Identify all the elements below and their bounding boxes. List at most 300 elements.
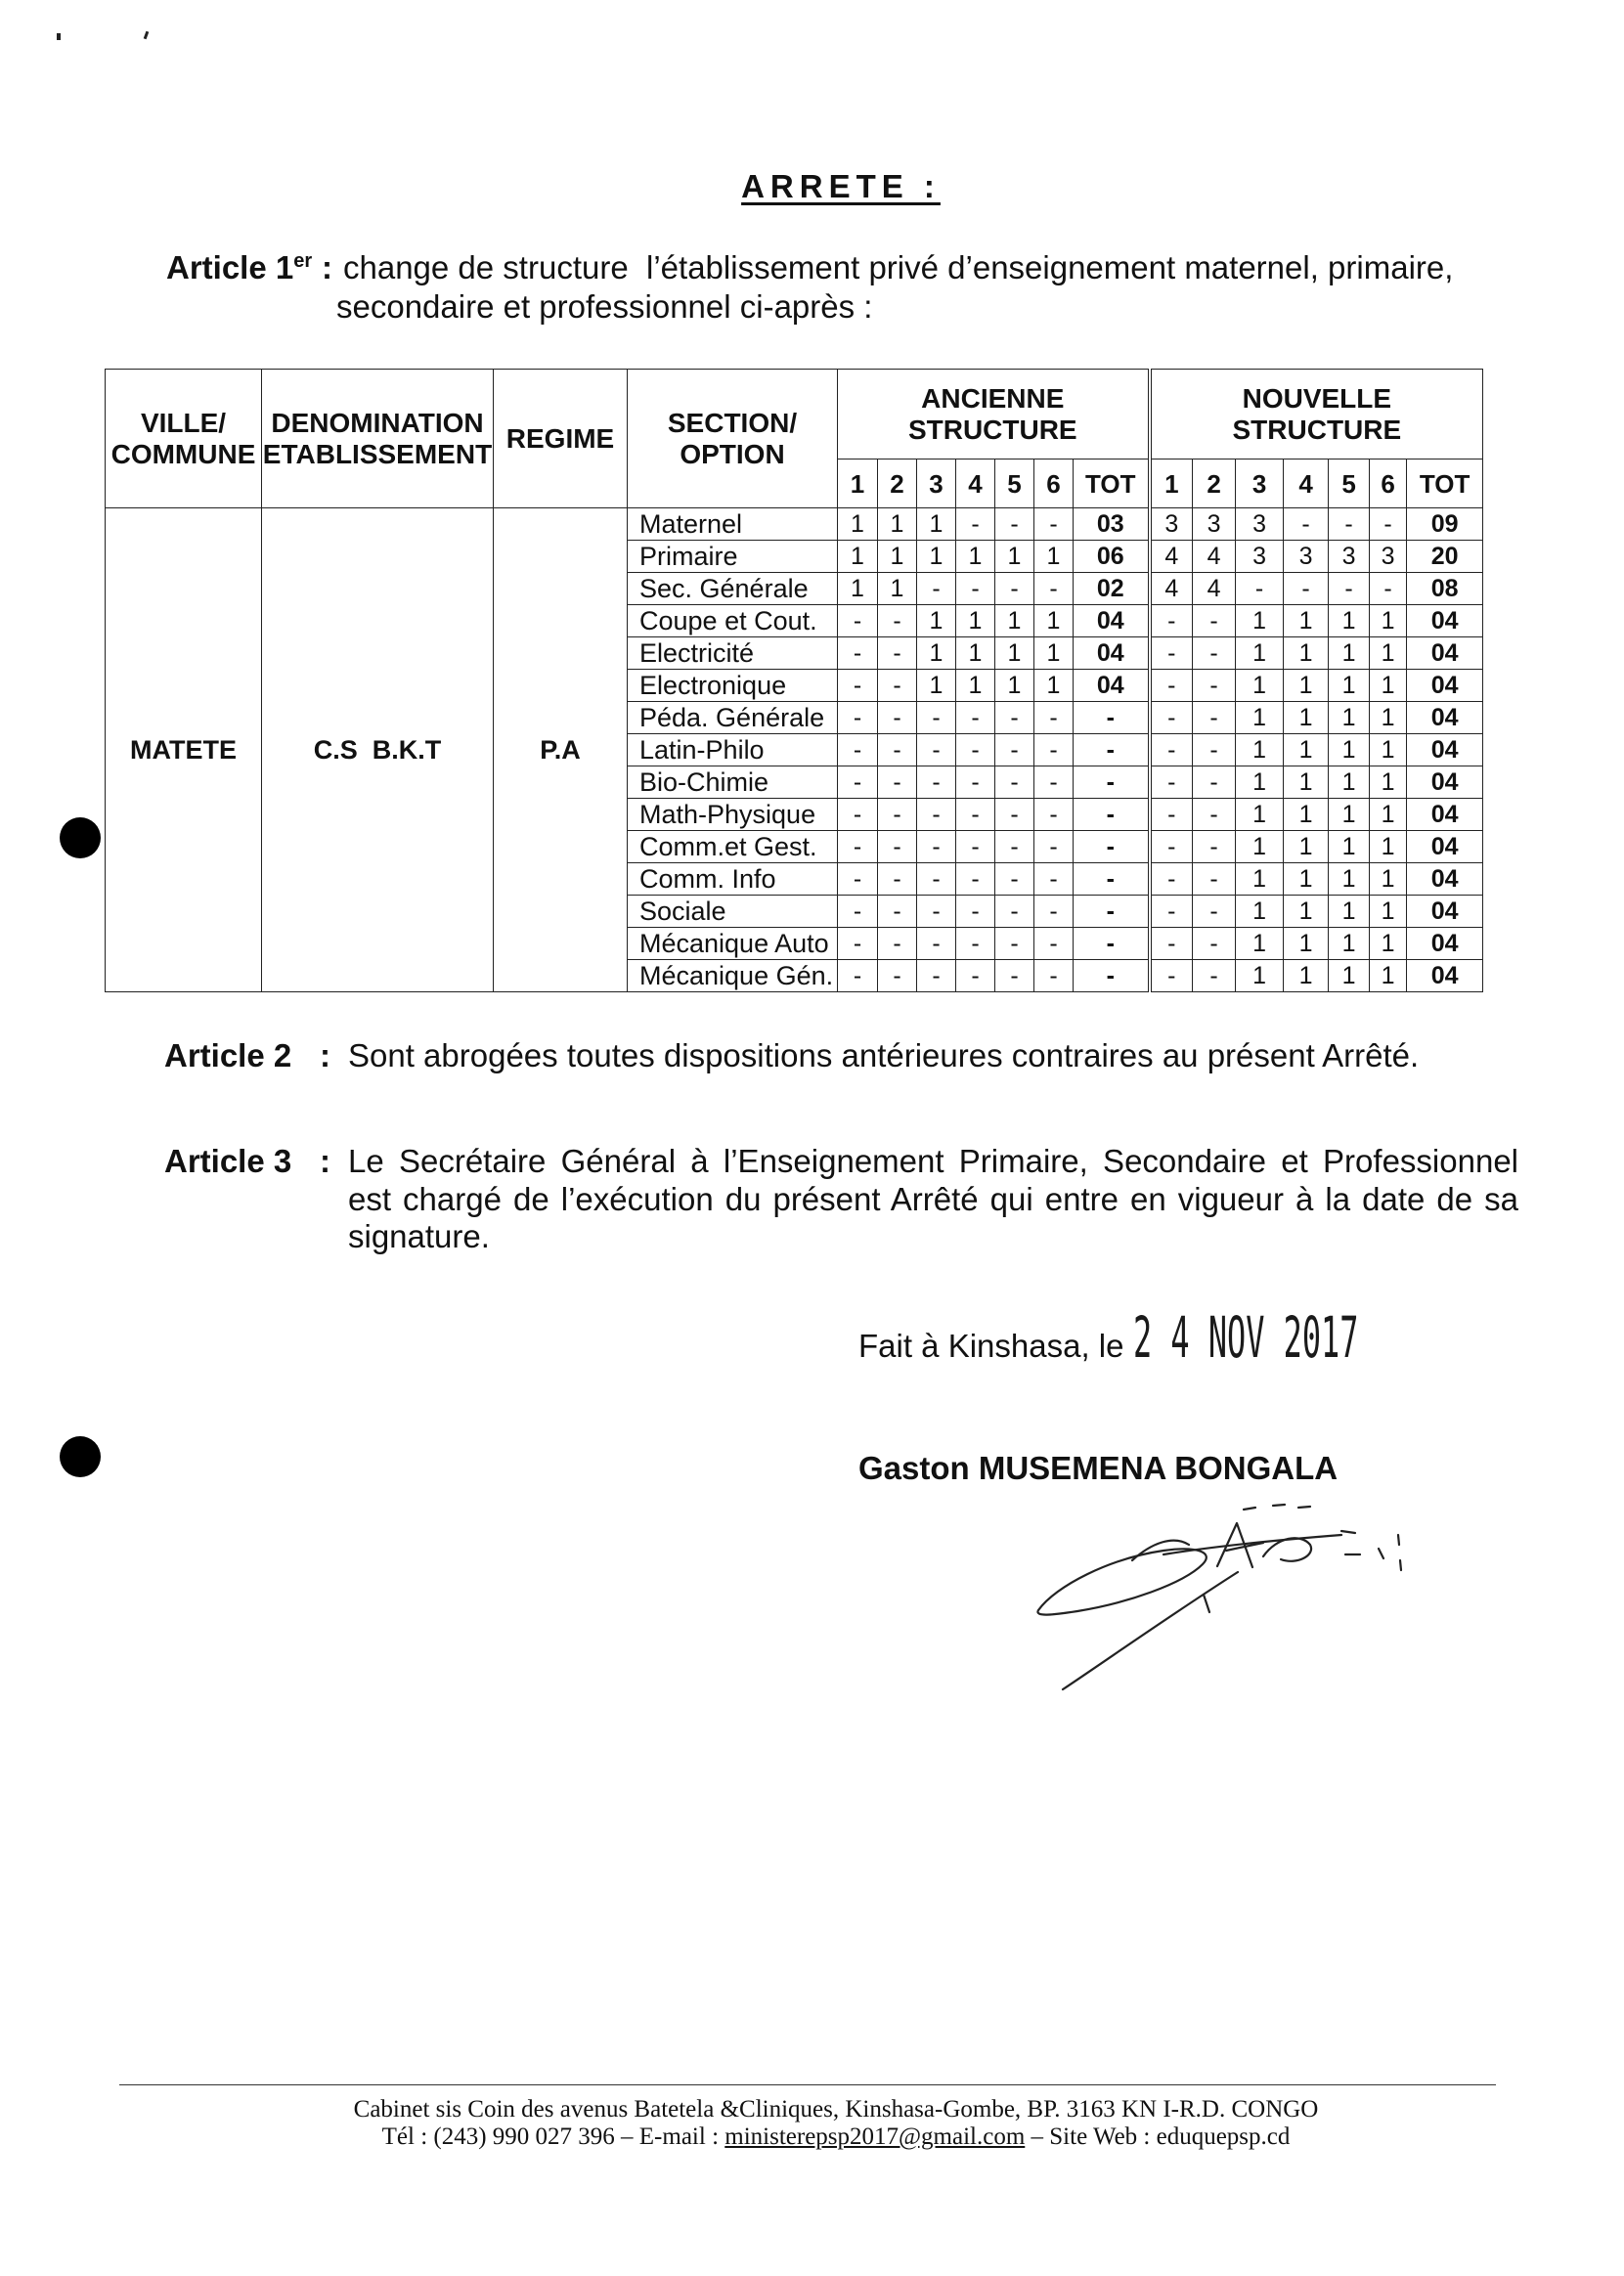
nouvelle-year-2-cell: -: [1193, 960, 1236, 992]
ancienne-year-1-cell: -: [838, 702, 878, 734]
nouvelle-year-6-cell: 3: [1370, 541, 1407, 573]
ancienne-year-2-cell: -: [878, 605, 917, 637]
nouvelle-year-1-cell: -: [1150, 702, 1193, 734]
nouvelle-year-6-cell: 1: [1370, 863, 1407, 896]
ancienne-total-cell: 04: [1074, 670, 1150, 702]
article-label-superscript: er: [293, 250, 313, 272]
nouvelle-year-1-cell: -: [1150, 766, 1193, 799]
nouvelle-year-2-cell: -: [1193, 734, 1236, 766]
nouvelle-year-5-cell: -: [1329, 508, 1370, 541]
signature-drawing: [1017, 1496, 1427, 1701]
ancienne-year-6-cell: -: [1034, 734, 1074, 766]
nouvelle-total-cell: 04: [1407, 799, 1483, 831]
ancienne-year-3-cell: -: [917, 573, 956, 605]
section-option-cell: Latin-Philo: [628, 734, 838, 766]
nouvelle-year-3-cell: 1: [1236, 605, 1284, 637]
ancienne-year-5-cell: -: [995, 831, 1034, 863]
signature-stroke: [1341, 1531, 1355, 1533]
section-option-cell: Péda. Générale: [628, 702, 838, 734]
header-line: STRUCTURE: [907, 414, 1077, 445]
nouvelle-year-6-cell: -: [1370, 508, 1407, 541]
footer-divider: [119, 2084, 1496, 2085]
nouvelle-total-cell: 04: [1407, 960, 1483, 992]
ancienne-year-6-cell: -: [1034, 896, 1074, 928]
header-line: SECTION/: [667, 407, 798, 438]
nouvelle-total-cell: 09: [1407, 508, 1483, 541]
nouvelle-total-cell: 04: [1407, 605, 1483, 637]
table-row: [106, 508, 1483, 541]
nouvelle-year-1-cell: 3: [1150, 508, 1193, 541]
ancienne-total-cell: -: [1074, 734, 1150, 766]
ancienne-year-5-cell: 1: [995, 605, 1034, 637]
ancienne-year-3-cell: 1: [917, 637, 956, 670]
nouvelle-year-2-cell: 4: [1193, 541, 1236, 573]
ancienne-year-6-cell: -: [1034, 928, 1074, 960]
signature-stroke: [1204, 1595, 1209, 1612]
nouvelle-year-3-cell: 1: [1236, 863, 1284, 896]
ancienne-year-1-cell: -: [838, 734, 878, 766]
ancienne-year-2-cell: -: [878, 863, 917, 896]
ancienne-year-6-cell: -: [1034, 508, 1074, 541]
nouvelle-year-2-cell: -: [1193, 766, 1236, 799]
header-line: ETABLISSEMENT: [262, 438, 493, 469]
ancienne-year-2-cell: 1: [878, 573, 917, 605]
nouvelle-year-3-cell: 1: [1236, 831, 1284, 863]
ancienne-year-6-cell: -: [1034, 799, 1074, 831]
article-3-text: [348, 1143, 1518, 1256]
nouvelle-year-5-cell: 1: [1329, 799, 1370, 831]
nouvelle-year-3-cell: 1: [1236, 960, 1284, 992]
nouvelle-year-3-cell: 1: [1236, 928, 1284, 960]
article-label-text: Article 1: [166, 249, 294, 285]
ancienne-year-1-cell: -: [838, 863, 878, 896]
header-line: ANCIENNE: [921, 382, 1065, 414]
ancienne-year-5-cell: -: [995, 734, 1034, 766]
ancienne-total-cell: 03: [1074, 508, 1150, 541]
nouvelle-year-4-cell: 3: [1284, 541, 1329, 573]
nouvelle-year-4-cell: 1: [1284, 799, 1329, 831]
footer-address: Cabinet sis Coin des avenus Batetela &Cliniques, Kinshasa-Gombe, BP. 3163 KN I-R.D. CONGO: [353, 2096, 1319, 2123]
ancienne-year-5-cell: -: [995, 960, 1034, 992]
header-line: DENOMINATION: [271, 407, 484, 438]
nouvelle-year-1-cell: -: [1150, 960, 1193, 992]
nouvelle-total-cell: 04: [1407, 734, 1483, 766]
section-option-cell: Math-Physique: [628, 799, 838, 831]
subheader-nouvelle-6: 6: [1370, 460, 1407, 508]
article-3-line: Le Secrétaire Général à l’Enseignement Primaire, Secondaire et Professionnel: [348, 1143, 1518, 1179]
footer-website-text: – Site Web : eduquepsp.cd: [1025, 2123, 1291, 2150]
ancienne-year-4-cell: -: [956, 831, 995, 863]
subheader-ancienne-6: 6: [1034, 460, 1074, 508]
section-option-cell: Comm. Info: [628, 863, 838, 896]
ancienne-year-6-cell: -: [1034, 573, 1074, 605]
nouvelle-year-1-cell: 4: [1150, 573, 1193, 605]
ancienne-year-3-cell: -: [917, 831, 956, 863]
nouvelle-year-5-cell: 1: [1329, 928, 1370, 960]
ancienne-year-5-cell: -: [995, 928, 1034, 960]
ancienne-year-5-cell: -: [995, 766, 1034, 799]
nouvelle-year-3-cell: 3: [1236, 508, 1284, 541]
nouvelle-year-3-cell: -: [1236, 573, 1284, 605]
subheader-nouvelle-4: 4: [1284, 460, 1329, 508]
ancienne-year-6-cell: -: [1034, 960, 1074, 992]
ancienne-year-3-cell: -: [917, 734, 956, 766]
ancienne-total-cell: 02: [1074, 573, 1150, 605]
ancienne-total-cell: -: [1074, 863, 1150, 896]
nouvelle-year-2-cell: -: [1193, 928, 1236, 960]
ancienne-total-cell: -: [1074, 702, 1150, 734]
ancienne-total-cell: -: [1074, 896, 1150, 928]
nouvelle-year-4-cell: 1: [1284, 605, 1329, 637]
nouvelle-year-2-cell: -: [1193, 831, 1236, 863]
header-line: STRUCTURE: [1232, 414, 1402, 445]
nouvelle-year-3-cell: 1: [1236, 637, 1284, 670]
ancienne-total-cell: -: [1074, 960, 1150, 992]
article-2-label: Article 2: [164, 1037, 292, 1073]
ancienne-year-5-cell: 1: [995, 637, 1034, 670]
nouvelle-year-5-cell: 1: [1329, 831, 1370, 863]
nouvelle-year-4-cell: 1: [1284, 960, 1329, 992]
header-regime: REGIME: [494, 370, 628, 508]
nouvelle-year-2-cell: -: [1193, 863, 1236, 896]
ancienne-year-1-cell: -: [838, 831, 878, 863]
ancienne-year-3-cell: 1: [917, 508, 956, 541]
ancienne-year-4-cell: 1: [956, 605, 995, 637]
ancienne-year-2-cell: -: [878, 734, 917, 766]
scan-speck: [57, 33, 61, 40]
ancienne-year-6-cell: -: [1034, 702, 1074, 734]
place-and-date: [858, 1304, 1544, 1371]
ancienne-year-3-cell: -: [917, 766, 956, 799]
punch-hole: [60, 817, 101, 858]
nouvelle-year-6-cell: 1: [1370, 605, 1407, 637]
section-option-cell: Electronique: [628, 670, 838, 702]
ancienne-year-2-cell: -: [878, 766, 917, 799]
ancienne-year-5-cell: -: [995, 799, 1034, 831]
nouvelle-year-4-cell: 1: [1284, 766, 1329, 799]
school-name-cell: C.S B.K.T: [262, 508, 494, 992]
nouvelle-year-5-cell: 1: [1329, 605, 1370, 637]
nouvelle-year-6-cell: 1: [1370, 928, 1407, 960]
footer-phone-text: Tél : (243) 990 027 396 – E-mail :: [381, 2123, 725, 2150]
nouvelle-year-2-cell: -: [1193, 605, 1236, 637]
ancienne-year-1-cell: 1: [838, 541, 878, 573]
ancienne-year-3-cell: 1: [917, 541, 956, 573]
section-option-cell: Comm.et Gest.: [628, 831, 838, 863]
section-option-cell: Sec. Générale: [628, 573, 838, 605]
ancienne-total-cell: -: [1074, 928, 1150, 960]
nouvelle-total-cell: 04: [1407, 766, 1483, 799]
nouvelle-year-4-cell: 1: [1284, 702, 1329, 734]
ancienne-year-6-cell: 1: [1034, 605, 1074, 637]
article-2-text: Sont abrogées toutes dispositions antérieures contraires au présent Arrêté.: [348, 1037, 1420, 1073]
nouvelle-year-1-cell: -: [1150, 670, 1193, 702]
article-1-text-line-2: secondaire et professionnel ci-après :: [336, 288, 873, 325]
nouvelle-year-6-cell: 1: [1370, 734, 1407, 766]
subheader-ancienne-2: 2: [878, 460, 917, 508]
footer-email-link[interactable]: ministerepsp2017@gmail.com: [724, 2123, 1026, 2150]
nouvelle-year-4-cell: -: [1284, 573, 1329, 605]
signature-stroke: [1379, 1549, 1383, 1558]
ancienne-year-5-cell: -: [995, 573, 1034, 605]
ancienne-year-2-cell: -: [878, 799, 917, 831]
nouvelle-year-1-cell: -: [1150, 863, 1193, 896]
ancienne-year-2-cell: 1: [878, 508, 917, 541]
section-option-cell: Coupe et Cout.: [628, 605, 838, 637]
subheader-ancienne-total: TOT: [1074, 460, 1150, 508]
ancienne-year-4-cell: -: [956, 702, 995, 734]
place-text: Fait à Kinshasa, le: [858, 1328, 1124, 1364]
nouvelle-year-5-cell: 1: [1329, 960, 1370, 992]
header-nouvelle-structure: [1150, 370, 1483, 460]
ancienne-year-1-cell: -: [838, 670, 878, 702]
ancienne-year-4-cell: -: [956, 928, 995, 960]
ancienne-year-3-cell: -: [917, 928, 956, 960]
nouvelle-year-6-cell: 1: [1370, 670, 1407, 702]
nouvelle-year-5-cell: 1: [1329, 670, 1370, 702]
nouvelle-year-5-cell: 3: [1329, 541, 1370, 573]
document-title: ARRETE :: [741, 168, 941, 204]
ancienne-year-5-cell: 1: [995, 670, 1034, 702]
section-option-cell: Maternel: [628, 508, 838, 541]
nouvelle-year-4-cell: 1: [1284, 831, 1329, 863]
article-2-colon: :: [320, 1037, 330, 1073]
header-line: VILLE/: [140, 407, 227, 438]
article-3-label: Article 3: [164, 1143, 292, 1179]
ancienne-year-2-cell: -: [878, 928, 917, 960]
ancienne-year-5-cell: 1: [995, 541, 1034, 573]
ancienne-year-2-cell: -: [878, 702, 917, 734]
signature: [1017, 1496, 1427, 1701]
section-option-cell: Bio-Chimie: [628, 766, 838, 799]
nouvelle-year-3-cell: 3: [1236, 541, 1284, 573]
nouvelle-year-6-cell: 1: [1370, 799, 1407, 831]
nouvelle-year-4-cell: 1: [1284, 896, 1329, 928]
nouvelle-year-6-cell: 1: [1370, 831, 1407, 863]
nouvelle-year-1-cell: -: [1150, 928, 1193, 960]
ancienne-year-1-cell: -: [838, 605, 878, 637]
nouvelle-year-4-cell: 1: [1284, 863, 1329, 896]
ancienne-year-6-cell: 1: [1034, 541, 1074, 573]
nouvelle-year-3-cell: 1: [1236, 734, 1284, 766]
ancienne-year-4-cell: -: [956, 960, 995, 992]
ancienne-year-1-cell: 1: [838, 508, 878, 541]
nouvelle-year-5-cell: 1: [1329, 637, 1370, 670]
section-option-cell: Mécanique Gén.: [628, 960, 838, 992]
nouvelle-total-cell: 04: [1407, 863, 1483, 896]
signature-stroke: [1063, 1572, 1238, 1689]
ancienne-year-3-cell: -: [917, 896, 956, 928]
header-ancienne-structure: [838, 370, 1150, 460]
ancienne-year-5-cell: -: [995, 863, 1034, 896]
article-3-line: est chargé de l’exécution du présent Arrêté qui entre en vigueur à la date de sa: [348, 1180, 1518, 1217]
nouvelle-year-5-cell: 1: [1329, 702, 1370, 734]
ancienne-total-cell: 04: [1074, 637, 1150, 670]
ancienne-year-2-cell: -: [878, 960, 917, 992]
ancienne-year-1-cell: -: [838, 960, 878, 992]
city-cell: MATETE: [106, 508, 262, 992]
ancienne-total-cell: -: [1074, 831, 1150, 863]
nouvelle-year-6-cell: 1: [1370, 637, 1407, 670]
nouvelle-year-1-cell: 4: [1150, 541, 1193, 573]
ancienne-year-4-cell: 1: [956, 637, 995, 670]
nouvelle-year-6-cell: -: [1370, 573, 1407, 605]
ancienne-year-1-cell: -: [838, 766, 878, 799]
nouvelle-year-2-cell: -: [1193, 896, 1236, 928]
structure-table: [105, 369, 1483, 992]
nouvelle-year-5-cell: -: [1329, 573, 1370, 605]
subheader-ancienne-4: 4: [956, 460, 995, 508]
ancienne-year-1-cell: -: [838, 928, 878, 960]
ancienne-year-5-cell: -: [995, 896, 1034, 928]
nouvelle-year-3-cell: 1: [1236, 702, 1284, 734]
subheader-ancienne-5: 5: [995, 460, 1034, 508]
article-1-label: [166, 248, 312, 292]
ancienne-year-1-cell: 1: [838, 573, 878, 605]
nouvelle-year-1-cell: -: [1150, 896, 1193, 928]
nouvelle-year-5-cell: 1: [1329, 896, 1370, 928]
signature-stroke: [1244, 1505, 1310, 1510]
punch-hole: [60, 1436, 101, 1477]
nouvelle-year-2-cell: -: [1193, 637, 1236, 670]
subheader-nouvelle-1: 1: [1150, 460, 1193, 508]
subheader-nouvelle-3: 3: [1236, 460, 1284, 508]
ancienne-year-4-cell: -: [956, 863, 995, 896]
ancienne-total-cell: -: [1074, 799, 1150, 831]
ancienne-year-1-cell: -: [838, 896, 878, 928]
header-denomination: [262, 370, 494, 508]
ancienne-year-6-cell: -: [1034, 766, 1074, 799]
nouvelle-year-5-cell: 1: [1329, 863, 1370, 896]
ancienne-year-4-cell: 1: [956, 541, 995, 573]
ancienne-year-2-cell: 1: [878, 541, 917, 573]
ancienne-year-3-cell: 1: [917, 605, 956, 637]
section-option-cell: Electricité: [628, 637, 838, 670]
nouvelle-year-1-cell: -: [1150, 637, 1193, 670]
nouvelle-year-2-cell: -: [1193, 670, 1236, 702]
nouvelle-year-2-cell: 3: [1193, 508, 1236, 541]
section-option-cell: Sociale: [628, 896, 838, 928]
ancienne-year-5-cell: -: [995, 702, 1034, 734]
nouvelle-total-cell: 04: [1407, 637, 1483, 670]
signature-stroke: [1398, 1535, 1401, 1570]
ancienne-year-3-cell: -: [917, 702, 956, 734]
ancienne-year-6-cell: 1: [1034, 637, 1074, 670]
nouvelle-total-cell: 20: [1407, 541, 1483, 573]
ancienne-year-1-cell: -: [838, 799, 878, 831]
nouvelle-year-5-cell: 1: [1329, 766, 1370, 799]
signature-stroke: [1037, 1549, 1206, 1614]
header-line: OPTION: [680, 438, 785, 469]
subheader-ancienne-1: 1: [838, 460, 878, 508]
ancienne-year-3-cell: -: [917, 960, 956, 992]
nouvelle-year-1-cell: -: [1150, 831, 1193, 863]
nouvelle-total-cell: 04: [1407, 928, 1483, 960]
ancienne-year-1-cell: -: [838, 637, 878, 670]
article-1-colon: :: [322, 249, 332, 285]
ancienne-year-6-cell: 1: [1034, 670, 1074, 702]
nouvelle-year-2-cell: 4: [1193, 573, 1236, 605]
ancienne-year-3-cell: 1: [917, 670, 956, 702]
nouvelle-year-2-cell: -: [1193, 702, 1236, 734]
header-line: COMMUNE: [110, 438, 256, 469]
nouvelle-year-2-cell: -: [1193, 799, 1236, 831]
article-3-line: signature.: [348, 1218, 490, 1255]
ancienne-year-6-cell: -: [1034, 831, 1074, 863]
header-section-option: [628, 370, 838, 508]
subheader-nouvelle-2: 2: [1193, 460, 1236, 508]
nouvelle-year-5-cell: 1: [1329, 734, 1370, 766]
nouvelle-year-4-cell: 1: [1284, 670, 1329, 702]
ancienne-year-4-cell: -: [956, 799, 995, 831]
nouvelle-year-3-cell: 1: [1236, 799, 1284, 831]
nouvelle-year-3-cell: 1: [1236, 896, 1284, 928]
header-ville-commune: [106, 370, 262, 508]
ancienne-year-4-cell: -: [956, 896, 995, 928]
ancienne-year-4-cell: -: [956, 573, 995, 605]
ancienne-year-2-cell: -: [878, 831, 917, 863]
stamped-date: 2 4 NOV 2017: [1133, 1304, 1359, 1371]
ancienne-year-2-cell: -: [878, 637, 917, 670]
ancienne-year-5-cell: -: [995, 508, 1034, 541]
ancienne-year-2-cell: -: [878, 896, 917, 928]
nouvelle-year-4-cell: 1: [1284, 734, 1329, 766]
nouvelle-total-cell: 04: [1407, 831, 1483, 863]
subheader-ancienne-3: 3: [917, 460, 956, 508]
header-line: NOUVELLE: [1242, 382, 1392, 414]
section-option-cell: Mécanique Auto: [628, 928, 838, 960]
ancienne-year-2-cell: -: [878, 670, 917, 702]
ancienne-year-6-cell: -: [1034, 863, 1074, 896]
nouvelle-total-cell: 04: [1407, 702, 1483, 734]
article-3-colon: :: [320, 1143, 330, 1179]
ancienne-total-cell: 04: [1074, 605, 1150, 637]
ancienne-year-3-cell: -: [917, 863, 956, 896]
nouvelle-year-3-cell: 1: [1236, 670, 1284, 702]
ancienne-total-cell: 06: [1074, 541, 1150, 573]
nouvelle-total-cell: 04: [1407, 896, 1483, 928]
ancienne-total-cell: -: [1074, 766, 1150, 799]
article-1-text-line-1: change de structure l’établissement privé d’enseignement maternel, primaire,: [343, 249, 1454, 285]
nouvelle-year-4-cell: 1: [1284, 637, 1329, 670]
scan-speck: [144, 31, 150, 40]
table-body: [106, 508, 1483, 992]
nouvelle-year-6-cell: 1: [1370, 896, 1407, 928]
nouvelle-year-6-cell: 1: [1370, 702, 1407, 734]
ancienne-year-3-cell: -: [917, 799, 956, 831]
nouvelle-year-1-cell: -: [1150, 799, 1193, 831]
subheader-nouvelle-total: TOT: [1407, 460, 1483, 508]
ancienne-year-4-cell: -: [956, 766, 995, 799]
ancienne-year-4-cell: -: [956, 734, 995, 766]
table-header-row: [106, 370, 1483, 460]
regime-cell: P.A: [494, 508, 628, 992]
section-option-cell: Primaire: [628, 541, 838, 573]
nouvelle-year-4-cell: 1: [1284, 928, 1329, 960]
nouvelle-year-4-cell: -: [1284, 508, 1329, 541]
nouvelle-total-cell: 04: [1407, 670, 1483, 702]
nouvelle-year-1-cell: -: [1150, 605, 1193, 637]
nouvelle-year-1-cell: -: [1150, 734, 1193, 766]
ancienne-year-4-cell: -: [956, 508, 995, 541]
subheader-nouvelle-5: 5: [1329, 460, 1370, 508]
ancienne-year-4-cell: 1: [956, 670, 995, 702]
footer-contact: [98, 2123, 1574, 2151]
nouvelle-year-6-cell: 1: [1370, 766, 1407, 799]
nouvelle-year-3-cell: 1: [1236, 766, 1284, 799]
nouvelle-year-6-cell: 1: [1370, 960, 1407, 992]
signatory-name: Gaston MUSEMENA BONGALA: [858, 1450, 1339, 1486]
